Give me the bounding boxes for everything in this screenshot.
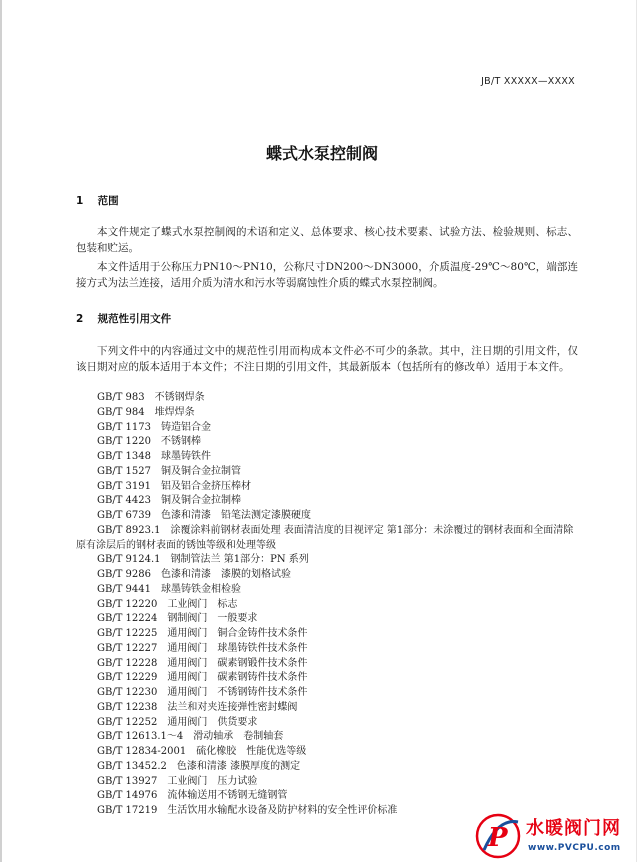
reference-item: GB/T 13927 工业阀门 压力试验: [97, 775, 258, 787]
watermark-logo-icon: [474, 810, 526, 862]
reference-item: GB/T 1173 铸造铝合金: [97, 421, 212, 433]
reference-item: GB/T 1527 铜及铜合金拉制管: [97, 465, 242, 477]
reference-item: GB/T 6739 色漆和清漆 铅笔法测定漆膜硬度: [97, 510, 312, 521]
reference-item: GB/T 4423 铜及铜合金拉制棒: [97, 495, 242, 507]
reference-item: GB/T 14976 流体输送用不锈钢无缝钢管: [97, 790, 288, 802]
reference-item: GB/T 1348 球墨铸铁件: [97, 451, 212, 462]
site-watermark: [474, 810, 644, 862]
section-1-number: 1: [76, 195, 84, 207]
reference-item: GB/T 8923.1 涂覆涂料前钢材表面处理 表面清洁度的目视评定 第1部分：未涂覆过的钢材表面和全面清除原有涂层后的钢材表面的锈蚀等级和处理等级: [76, 524, 574, 551]
reference-item: GB/T 13452.2 色漆和清漆 漆膜厚度的测定: [97, 760, 301, 772]
reference-item: GB/T 12252 通用阀门 供货要求: [97, 716, 258, 728]
page-left-edge: [0, 0, 2, 862]
reference-item: GB/T 12225 通用阀门 铜合金铸件技术条件: [97, 628, 308, 639]
section-1-paragraph-1: 本文件规定了蝶式水泵控制阀的术语和定义、总体要求、核心技术要素、试验方法、检验规则、标志、包装和贮运。: [76, 226, 578, 254]
section-1-paragraph-2: 本文件适用于公称压力PN10～PN10，公称尺寸DN200～DN3000，介质温度-29℃～80℃，端部连接方式为法兰连接，适用介质为清水和污水等弱腐蚀性介质的蝶式水泵控制阀。: [76, 261, 578, 289]
reference-item: GB/T 17219 生活饮用水输配水设备及防护材料的安全性评价标准: [97, 805, 398, 816]
reference-item: GB/T 12224 钢制阀门 一般要求: [97, 613, 258, 625]
watermark-logo-letter: P: [488, 823, 508, 853]
reference-item: GB/T 12230 通用阀门 不锈钢铸件技术条件: [97, 687, 308, 698]
reference-item: GB/T 12613.1～4 滑动轴承 卷制轴套: [97, 731, 284, 743]
reference-item: GB/T 984 堆焊焊条: [97, 406, 195, 418]
reference-item: GB/T 12834-2001 硫化橡胶 性能优选等级: [97, 746, 307, 757]
reference-item: GB/T 3191 铝及铝合金挤压棒材: [97, 480, 252, 492]
watermark-site-name: 水暖阀门网: [526, 818, 621, 839]
reference-list: [76, 391, 578, 819]
reference-item: GB/T 9124.1 钢制管法兰 第1部分：PN 系列: [97, 554, 309, 566]
section-2-number: 2: [76, 313, 84, 325]
reference-item: GB/T 12238 法兰和对夹连接弹性密封蝶阀: [97, 701, 298, 713]
reference-item: GB/T 12229 通用阀门 碳素钢铸件技术条件: [97, 672, 308, 684]
reference-item: GB/T 1220 不锈钢棒: [97, 436, 202, 448]
reference-item: GB/T 983 不锈钢焊条: [97, 392, 205, 403]
section-2-intro: 下列文件中的内容通过文中的规范性引用而构成本文件必不可少的条款。其中，注日期的引用文件，仅该日期对应的版本适用于本文件；不注日期的引用文件，其最新版本（包括所有的修改单）适用于本文件。: [76, 345, 578, 373]
reference-item: GB/T 12220 工业阀门 标志: [97, 598, 238, 610]
page-right-edge: [636, 0, 637, 862]
section-2-heading: [76, 311, 171, 326]
reference-item: GB/T 9286 色漆和清漆 漆膜的划格试验: [97, 569, 292, 580]
section-1-heading: [76, 193, 119, 208]
reference-item: GB/T 9441 球墨铸铁金相检验: [97, 583, 242, 595]
watermark-url: www.PVCPU.com: [528, 843, 621, 853]
section-1-title: 范围: [97, 195, 119, 207]
standard-code: JB/T XXXXX—XXXX: [481, 76, 575, 87]
reference-item: GB/T 12228 通用阀门 碳素钢锻件技术条件: [97, 657, 308, 669]
reference-item: GB/T 12227 通用阀门 球墨铸铁件技术条件: [97, 642, 308, 654]
section-2-title: 规范性引用文件: [97, 313, 172, 325]
document-title: 蝶式水泵控制阀: [265, 144, 378, 163]
